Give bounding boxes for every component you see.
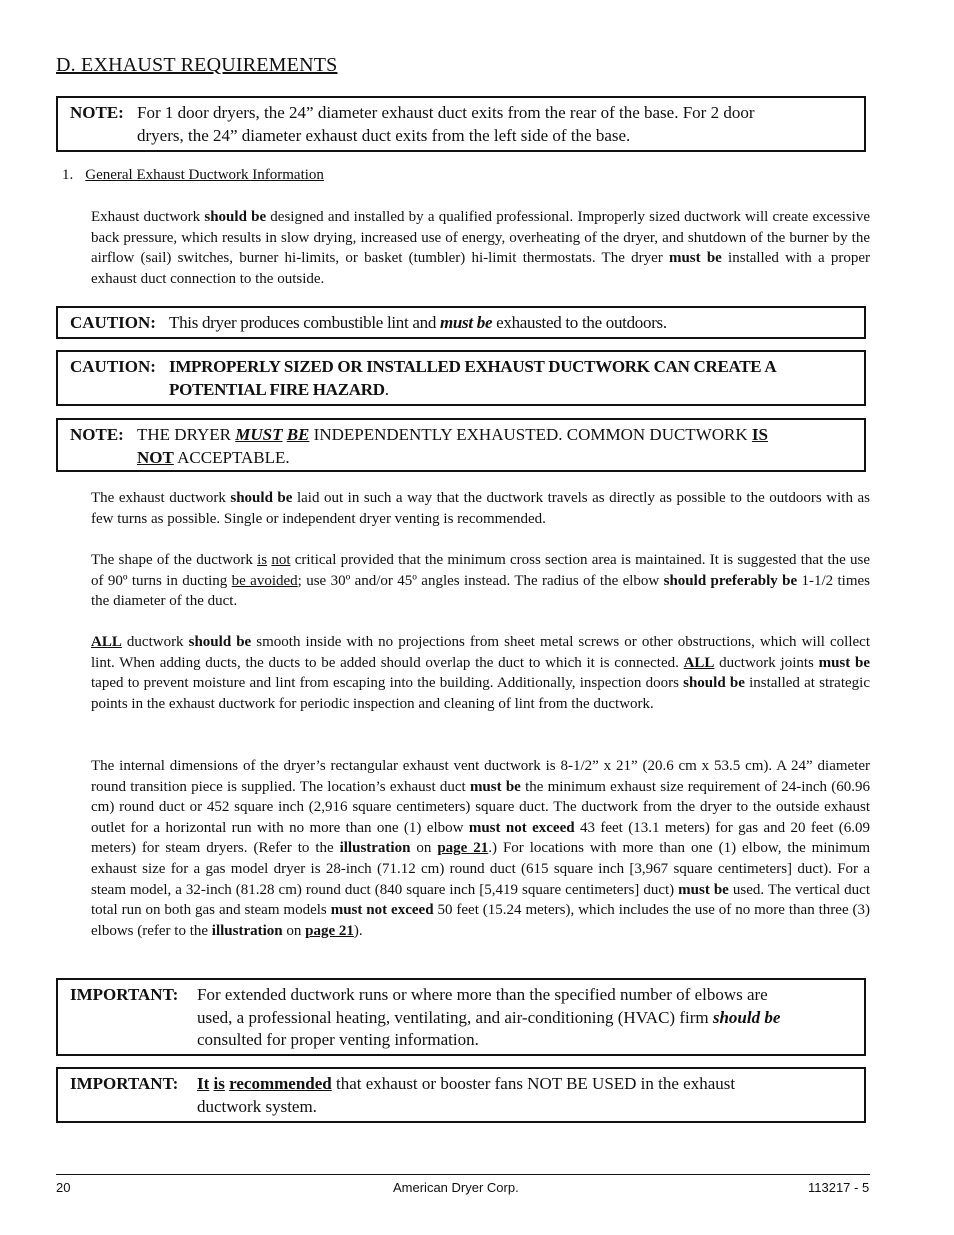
important-label: IMPORTANT: (70, 985, 179, 1004)
important-line-1: It is recommended that exhaust or booster fans NOT BE USED in the exhaust (197, 1074, 736, 1093)
caution-line-1: IMPROPERLY SIZED OR INSTALLED EXHAUST DUCTWORK CAN CREATE A (169, 357, 777, 376)
paragraph-ductwork-shape: The shape of the ductwork is not critical provided that the minimum cross section area is maintained. It is suggested that the use of 90º turns in ducting be avoided; use 30º and/or 45º angles instead. The radius of the elbow should preferably be 1-1/2 times the diameter of the duct. (91, 552, 871, 610)
important-line-1: For extended ductwork runs or where more than the specified number of elbows are (197, 985, 768, 1004)
important-box-booster-fans (56, 1067, 866, 1123)
caution-box-combustible-lint (56, 306, 866, 339)
subsection-title: General Exhaust Ductwork Information (85, 167, 324, 183)
caution-box-fire-hazard (56, 350, 866, 406)
paragraph-duct-dimensions: The internal dimensions of the dryer’s rectangular exhaust vent ductwork is 8-1/2” x 21” (20.6 cm x 53.5 cm). A 24” diameter round transition piece is supplied. The location’s exhaust duct must be the minimum exhaust size requirement of 24-inch (60.96 cm) round duct or 452 square inch (2,916 square centimeters) square duct. The ductwork from the dryer to the outside exhaust outlet for a horizontal run with no more than one (1) elbow must not exceed 43 feet (13.1 meters) for gas and 20 feet (6.09 meters) for steam dryers. (Refer to the illustration on page 21.) For locations with more than one (1) elbow, the minimum exhaust size for a gas model dryer is 28-inch (71.12 cm) round duct (615 square inch [3,967 square centimeters] duct). For a steam model, a 32-inch (81.28 cm) round duct (840 square inch [5,419 square centimeters] duct) must be used. The vertical duct total run on both gas and steam models must not exceed 50 feet (15.24 meters), which includes the use of no more than three (3) elbows (refer to the illustration on page 21). (91, 758, 871, 939)
important-line-2: ductwork system. (197, 1097, 317, 1116)
footer-company: American Dryer Corp. (393, 1180, 519, 1195)
section-heading: D. EXHAUST REQUIREMENTS (56, 54, 338, 76)
page-21-link[interactable]: page 21 (305, 922, 354, 939)
note-box-exhaust-duct-location (56, 96, 866, 152)
note-label: NOTE: (70, 103, 124, 122)
caution-label: CAUTION: (70, 313, 156, 332)
footer-rule (56, 1174, 870, 1175)
important-line-2: used, a professional heating, ventilating, and air-conditioning (HVAC) firm should be (197, 1008, 781, 1027)
page-21-link[interactable]: page 21 (437, 840, 489, 857)
important-line-3: consulted for proper venting information. (197, 1030, 479, 1049)
paragraph-ductwork-smooth: ALL ductwork should be smooth inside with no projections from sheet metal screws or other obstructions, which will collect lint. When adding ducts, the ducts to be added should overlap the duct to which it is connected. ALL ductwork joints must be taped to prevent moisture and lint from escaping into the building. Additionally, inspection doors should be installed at strategic points in the exhaust ductwork for periodic inspection and cleaning of lint from the ductwork. (91, 634, 870, 712)
footer-doc-number: 113217 - 5 (808, 1180, 870, 1195)
caution-line-2: POTENTIAL FIRE HAZARD. (169, 380, 389, 399)
caution-label: CAUTION: (70, 357, 156, 376)
paragraph-exhaust-ductwork-info: Exhaust ductwork should be designed and installed by a qualified professional. Improperly sized ductwork will create excessive back pressure, which results in slow drying, increased use of energy, overheating of the dryer, and shutdown of the burner by the airflow (sail) switches, burner hi-limits, or basket (tumbler) hi-limit thermostats. The dryer must be installed with a proper exhaust duct connection to the outside. (91, 209, 871, 287)
note-text: THE DRYER MUST BE INDEPENDENTLY EXHAUSTED. COMMON DUCTWORK IS NOT ACCEPTABLE. (137, 425, 768, 467)
note-box-independent-exhaust (56, 418, 866, 472)
note-line-1: For 1 door dryers, the 24” diameter exhaust duct exits from the rear of the base. For 2 door (137, 103, 755, 122)
important-box-hvac (56, 978, 866, 1056)
note-label: NOTE: (70, 425, 124, 444)
caution-text: This dryer produces combustible lint and must be exhausted to the outdoors. (169, 313, 667, 332)
subsection-heading (62, 167, 324, 184)
subsection-number: 1. (62, 167, 74, 183)
important-label: IMPORTANT: (70, 1074, 179, 1093)
footer-page-number: 20 (56, 1180, 71, 1195)
note-line-2: dryers, the 24” diameter exhaust duct exits from the left side of the base. (137, 126, 631, 145)
paragraph-ductwork-layout: The exhaust ductwork should be laid out in such a way that the ductwork travels as directly as possible to the outdoors with as few turns as possible. Single or independent dryer venting is recommended. (91, 490, 870, 527)
